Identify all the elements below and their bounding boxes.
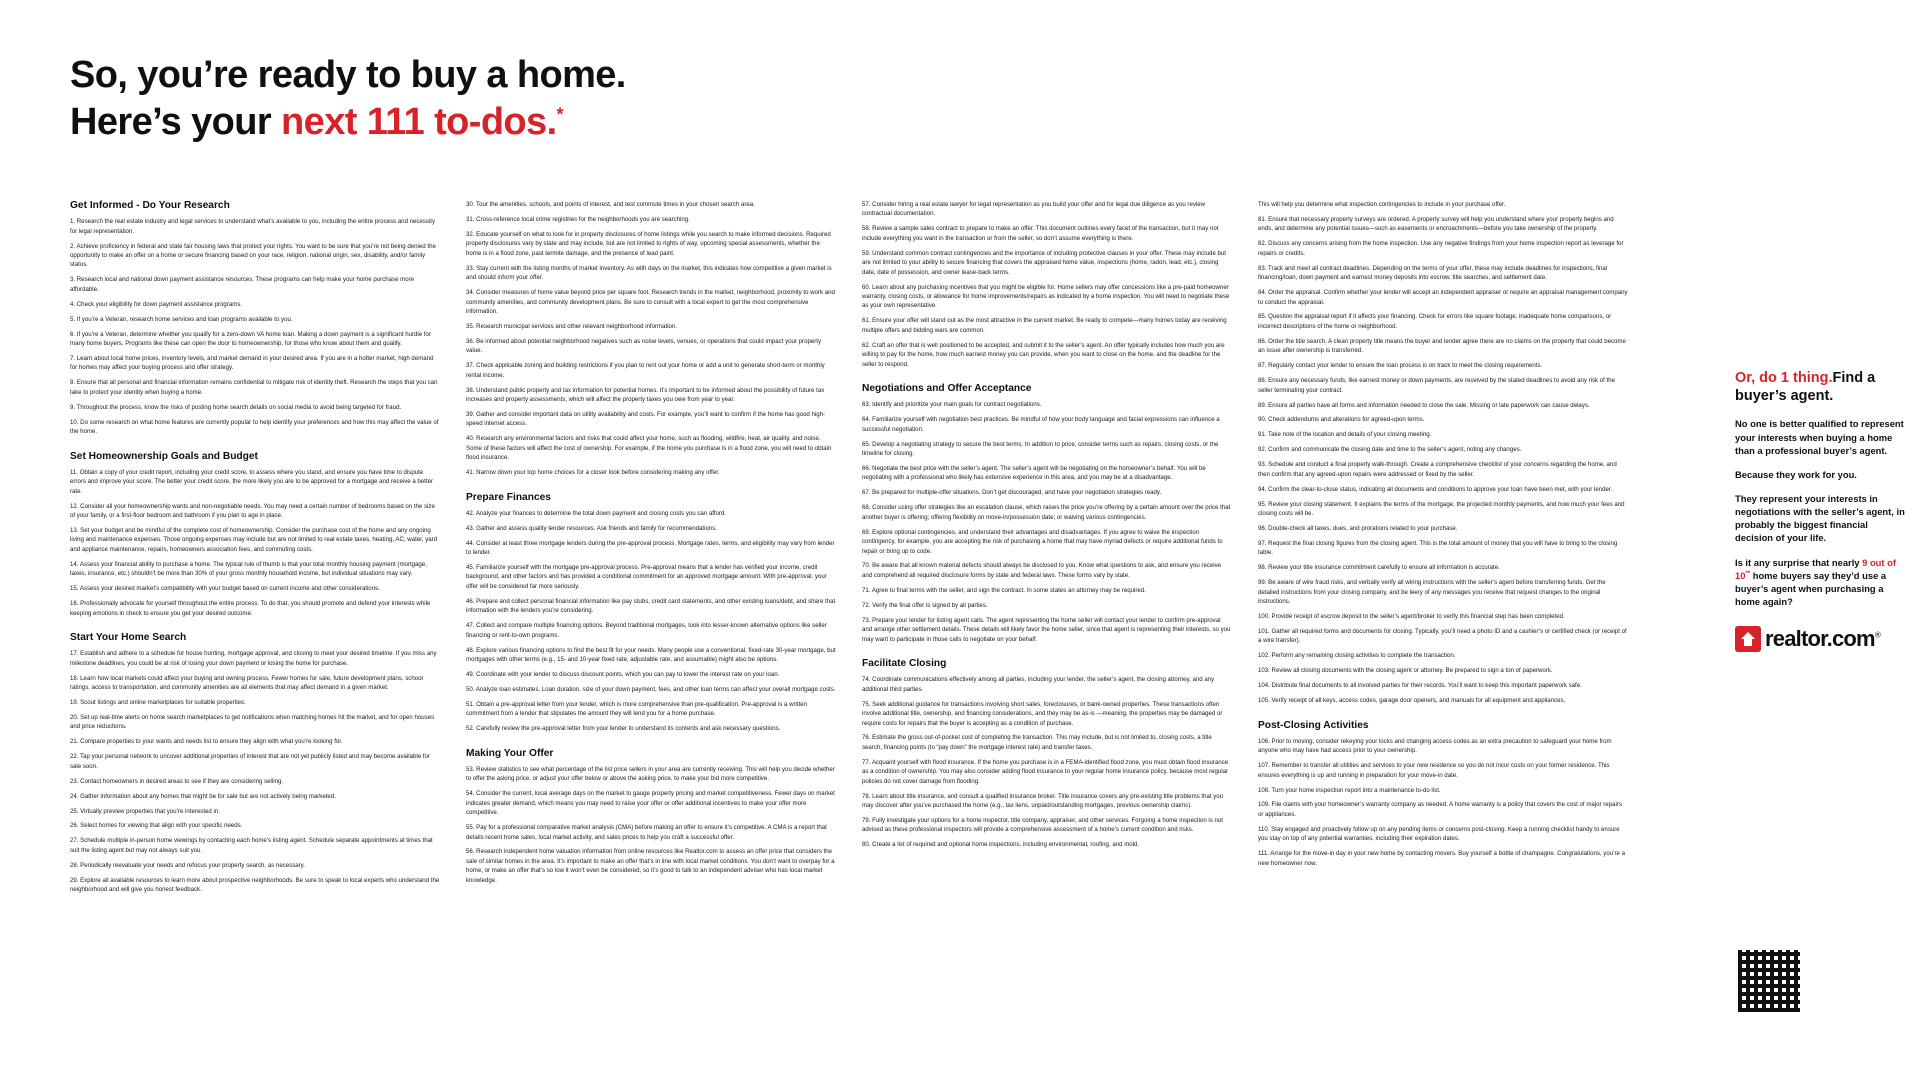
list-item: 7. Learn about local home prices, inventory levels, and market demand in your desired area. If you are in a hotter market, high demand for homes may affect your buying process and offer strategy. (70, 355, 434, 372)
list-item: 23. Contact homeowners in desired areas to see if they are considering selling. (70, 777, 284, 785)
list-item: 57. Consider hiring a real estate lawyer for legal representation as you build your offer and for legal due diligence as you review contractual documentation. (862, 201, 1206, 218)
list-item: 51. Obtain a pre-approval letter from your lender, which is more comprehensive than pre-qualification. Pre-approval is a written commitment from a lender that stipulates the amount they will lend you for a home purchase. (466, 700, 808, 718)
list-item: 100. Provide receipt of escrow deposit to the seller’s agent/broker to verify this financial step has been completed. (1258, 613, 1565, 620)
list-item: 37. Check applicable zoning and building restrictions if you plan to rent out your home or add a unit to generate short-term or monthly rental income. (466, 362, 825, 379)
section-title-start-search: Start Your Home Search (70, 632, 187, 644)
list-item: 30. Tour the amenities, schools, and points of interest, and test commute times in your chosen search area. (466, 201, 755, 208)
logo-wordmark: realtor.com® (1765, 626, 1880, 652)
list-item: 77. Acquaint yourself with flood insurance. If the home you purchase is in a FEMA-identified flood zone, you must obtain flood insurance as a condition of ownership. You may also consider adding flood insurance to your regular home insurance policy, because most regular policies do not cover damage from flooding. (862, 758, 1229, 785)
list-item: 75. Seek additional guidance for transactions involving short sales, foreclosures, or bank-owned properties. These transactions often involve additional title, ownership, and financing considerations, and they may be as-is —meaning, the properties may be damaged or require costs for repairs that the buyer is accepting as a condition of purchase. (862, 700, 1223, 727)
list-item: 72. Verify the final offer is signed by all parties. (862, 601, 988, 609)
list-item: 5. If you’re a Veteran, research home services and loan programs available to you. (70, 315, 293, 323)
house-roof-icon (1735, 626, 1761, 652)
list-item: 88. Ensure any necessary funds, like earnest money or down payments, are received by the stated deadlines to avoid any risk of the seller terminating your contract. (1258, 377, 1616, 394)
list-item: 103. Review all closing documents with the closing agent or attorney. Be prepared to sign a ton of paperwork. (1258, 667, 1553, 675)
list-item: 24. Gather information about any homes that might be for sale but are not actively being marketed. (70, 792, 336, 800)
list-item: 6. If you’re a Veteran, determine whether you qualify for a zero-down VA home loan. Making a down payment is a significant hurdle for many home buyers. Programs like these can open the door to homeownership, for those who know about them and qualify. (70, 330, 431, 348)
list-item: 66. Negotiate the best price with the seller’s agent. The seller’s agent will be negotiating on the homeowner’s behalf. You will be negotiating with a professional who likely has extensive experience in this area, and you may be at a disadvantage. (862, 464, 1206, 482)
sidebar-title-accent: Or, do 1 thing. (1735, 370, 1833, 386)
list-item: 55. Pay for a professional comparative market analysis (CMA) before making an offer to ensure it’s competitive. A CMA is a report that details recent home sales, local market activity, and sales prices to help you craft a successful offer. (466, 824, 827, 841)
list-item: 60. Learn about any purchasing incentives that you might be eligible for. Home sellers may offer concessions like a pre-paid homeowner warranty, closing costs, or allowance for home improvements/repairs as indicated by a home inspection. You will need to negotiate these as your own representative. (862, 283, 1230, 310)
list-item: 73. Prepare your lender for listing agent calls. The agent representing the home seller will contact your lender to confirm pre-approval and arrange other settlement details. These details will likely favor the home seller, since that agent is representing their interests, so you may want to participate in those calls to negotiate on your behalf. (862, 616, 1231, 643)
list-item: 39. Gather and consider important data on utility availability and costs. For example, you’ll want to confirm if the home has good high-speed internet access. (466, 410, 826, 428)
list-item: 96. Double-check all taxes, dues, and prorations related to your purchase. (1258, 524, 1458, 532)
column-2 (466, 200, 836, 900)
list-item: 13. Set your budget and be mindful of the complete cost of homeownership. Consider the purchase cost of the home and any ongoing living and maintenance expenses. Those ongoing expenses may include but are not limited to real estate taxes, heating, AC, water, yard and appliance maintenance, repairs, homeowners association fees, and commuting costs. (70, 527, 438, 553)
qr-code[interactable] (1738, 950, 1800, 1012)
section-title-negotiations: Negotiations and Offer Acceptance (862, 383, 1032, 395)
page-title (70, 52, 626, 146)
list-item: 19. Scout listings and online marketplaces for suitable properties. (70, 699, 246, 707)
list-item: 90. Check addendums and alterations for agreed-upon terms. (1258, 416, 1425, 424)
list-item: 109. File claims with your homeowner’s warranty company as needed. A home warranty is a policy that covers the cost of major repairs or appliances. (1258, 801, 1622, 818)
list-item: 95. Review your closing statement. It explains the terms of the mortgage, the projected monthly payments, and how much your fees and closing costs will be. (1258, 500, 1625, 517)
sidebar-callout (1735, 370, 1905, 652)
list-item: 16. Professionally advocate for yourself throughout the entire process. To do that, you should promote and defend your interests while keeping emotions in check to ensure you get your desired outcome. (70, 600, 431, 617)
list-item: 31. Cross-reference local crime registries for the neighborhoods you are searching. (466, 215, 690, 223)
list-item: 102. Perform any remaining closing activities to complete the transaction. (1258, 652, 1456, 660)
list-item: 53. Review statistics to see what percentage of the list price sellers in your area are currently receiving. This will help you decide whether to offer the asking price, or adjust your offer below or above the asking price, to make your bid more competitive. (466, 765, 835, 783)
list-item: 26. Select homes for viewing that align with your specific needs. (70, 822, 243, 830)
list-item: 76. Estimate the gross out-of-pocket cost of completing the transaction. This may include, but is not limited to, closing costs, a title search, financing points (to “pay down” the mortgage interest rate) and transfer taxes. (862, 734, 1212, 751)
stat-footnote-marker: ** (1745, 570, 1751, 577)
list-item: 99. Be aware of wire fraud risks, and verbally verify all wiring instructions with the seller’s agent before transferring funds. Get the detailed instructions from your closing company, and be leery of any messages you receive that request changes to the original instructions. (1258, 579, 1606, 606)
list-item: 71. Agree to final terms with the seller, and sign the contract. In some states an attorney may be required. (862, 586, 1146, 594)
list-item: 89. Ensure all parties have all forms and information needed to close the sale. Missing or late paperwork can cause delays. (1258, 401, 1590, 409)
list-item: 59. Understand common contract contingencies and the importance of including protective clauses in your offer. These may include but are not limited to your ability to secure financing that covers the appraised home value, inspections (home, radon, lead, etc.), closing date, date of possession, and owner lease-back terms. (862, 249, 1226, 276)
list-item: 94. Confirm the clear-to-close status, indicating all documents and conditions to approve your loan have been met, with your lender. (1258, 485, 1613, 493)
list-item: 50. Analyze loan estimates. Loan duration, size of your down payment, fees, and other loan terms can affect your overall mortgage costs. (466, 685, 836, 693)
list-item: 29. Explore all available resources to learn more about prospective neighborhoods. Be sure to speak to local experts who understand the neighborhood and will give you honest feedback. (70, 876, 440, 894)
sidebar-title (1735, 370, 1905, 405)
list-item: 21. Compare properties to your wants and needs list to ensure they align with what you’re looking for. (70, 738, 343, 746)
trademark-symbol: ® (1874, 630, 1880, 640)
headline-prefix: Here’s your (70, 101, 282, 144)
list-item: 2. Achieve proficiency in federal and state fair housing laws that protect your rights. You want to be sure that you’re not being denied the opportunity to make an offer on a home or secure financing based on your race, religion, national origin, sex, disability, and/or family status. (70, 242, 436, 269)
list-item: 32. Educate yourself on what to look for in property disclosures of home listings while you search to make informed decisions. Required property disclosures vary by state and may include, but are not limited to rights of way, upcoming special assessments, whether the home is in a flood zone, past termite damage, and the presence of lead paint. (466, 230, 831, 257)
list-item: 22. Tap your personal network to uncover additional properties of interest that are not yet publicly listed and may become available for sale soon. (70, 753, 430, 770)
stat-suffix: home buyers say they’d use a buyer’s agent when purchasing a home again? (1735, 569, 1887, 608)
list-item: 44. Consider at least three mortgage lenders during the pre-approval process. Mortgage rates, terms, and eligibility may vary from lender to lender. (466, 539, 835, 557)
list-item: 52. Carefully review the pre-approval letter from your lender to understand its contents and ask necessary questions. (466, 725, 781, 733)
column-4 (1258, 200, 1628, 900)
list-item: 42. Analyze your finances to determine the total down payment and closing costs you can afford. (466, 509, 727, 517)
sidebar-paragraph: They represent your interests in negotiations with the seller’s agent, in probably the biggest financial decision of your life. (1735, 493, 1905, 544)
section-title-prepare-finances: Prepare Finances (466, 491, 551, 503)
list-item: 12. Consider all your homeownership wants and non-negotiable needs. You may need a certain number of bedrooms based on the size of your family, or a first-floor bedroom and bathroom if you plan to age in place. (70, 502, 435, 520)
headline-accent: next 111 to-dos. (281, 101, 557, 144)
list-item: 11. Obtain a copy of your credit report, including your credit score, to assess where you stand, and ensure you have time to dispute errors and improve your score. The better your credit score, the more likely you are to be approved for a mortgage and receive a better rate. (70, 468, 433, 495)
list-item: 8. Ensure that all personal and financial information remains confidential to mitigate risk of identity theft. Research the steps that you can take to protect your identity when buying a home. (70, 379, 438, 396)
section-title-facilitate-closing: Facilitate Closing (862, 658, 947, 670)
list-item: 9. Throughout the process, know the risks of posting home search details on social media to avoid being targeted for fraud. (70, 403, 402, 411)
list-item: 62. Craft an offer that is well positioned to be accepted, and submit it to the seller’s agent. An offer typically includes how much you are willing to pay for the home, how much earnest money you can provide, when you want to close on the home, and the deadline for the seller to respond. (862, 341, 1225, 368)
list-item: 105. Verify receipt of all keys, access codes, garage door openers, and manuals for all equipment and appliances. (1258, 697, 1566, 705)
list-item: 20. Set up real-time alerts on home search marketplaces to get notifications when matching homes hit the market, and for open houses and price reductions. (70, 713, 435, 731)
list-item: 36. Be informed about potential neighborhood negatives such as noise levels, venues, or operations that could impact your property value. (466, 337, 822, 355)
section-title-set-goals: Set Homeownership Goals and Budget (70, 450, 258, 462)
list-item: 70. Be aware that all known material defects should always be disclosed to you. Know what questions to ask, and ensure you receive and comprehend all required disclosure forms by state and federal laws. These forms vary by state. (862, 562, 1222, 579)
sidebar-title-rest: Find a buyer’s agent. (1735, 370, 1876, 404)
list-item: 78. Learn about title insurance, and consult a qualified insurance broker. Title insurance covers any pre-existing title problems that you may discover after you’ve purchased the home (e.g., tax liens, unpaid/outstanding mortgages, previous ownership claims). (862, 792, 1224, 810)
list-item: 110. Stay engaged and proactively follow up on any pending items or concerns post-closing. Keep a running checklist handy to ensure you stay on top of any potential warranties, including their expiration dates. (1258, 825, 1620, 843)
headline-asterisk: * (556, 104, 563, 125)
list-item: 3. Research local and national down payment assistance resources. These programs can help make your home purchase more affordable. (70, 276, 415, 293)
list-item: 27. Schedule multiple in-person home viewings by contacting each home’s listing agent. Schedule separate appointments at times that suit the listing agent but may not always suit you. (70, 837, 433, 854)
list-item: 63. Identify and prioritize your main goals for contract negotiations. (862, 401, 1042, 409)
sidebar-paragraph: No one is better qualified to represent your interests when buying a home than a professional buyer’s agent. (1735, 418, 1904, 456)
list-item: 40. Research any environmental factors and risks that could affect your home, such as flooding, wildfire, heat, air quality, and noise. Some of these factors will affect the cost of ownership. For example, if the home you purchase is in a flood zone, you will need to obtain flood insurance. (466, 435, 832, 462)
section-title-making-offer: Making Your Offer (466, 747, 554, 759)
list-item: 83. Track and meet all contract deadlines. Depending on the terms of your offer, these may include deadlines for inspections, final financing/loan, down payment and earnest money deposits into escrow, title searches, and settlement date. (1258, 264, 1608, 282)
list-item: 35. Research municipal services and other relevant neighborhood information. (466, 322, 678, 330)
column-3 (862, 200, 1232, 900)
list-item: 93. Schedule and conduct a final property walk-through. Create a comprehensive checklist of your concerns regarding the home, and then confirm that any agreed-upon repairs were addressed or fixed by the seller. (1258, 461, 1617, 478)
list-item: 28. Periodically reevaluate your needs and refocus your property search, as necessary. (70, 861, 305, 869)
list-item: 58. Review a sample sales contract to prepare to make an offer. This document outlines every facet of the transaction, but it may not include everything you want in the transaction or from the seller, so don’t assume everything is there. (862, 225, 1219, 242)
list-item: 4. Check your eligibility for down payment assistance programs. (70, 300, 243, 308)
list-item: 38. Understand public property and tax information for potential homes. It’s important to be informed about the possibility of future tax increases and property assessments, which will affect the property taxes you owe from year to year. (466, 386, 825, 403)
list-item: 80. Create a list of required and optional home inspections, including environmental, roofing, and mold. (862, 841, 1140, 849)
list-item: 97. Request the final closing figures from the closing agent. This is the total amount of money that you will have to bring to the closing table. (1258, 539, 1618, 557)
list-item: 111. Arrange for the move-in day in your new home by contacting movers. Buy yourself a bottle of champagne. Congratulations, you’re a new homeowner now. (1258, 850, 1625, 867)
column-1 (70, 200, 440, 900)
headline-line-2 (70, 99, 626, 146)
list-item: 47. Collect and compare multiple financing options. Beyond traditional mortgages, look into lesser-known alternative options like seller financing or rent-to-own programs. (466, 622, 827, 639)
list-item: 84. Order the appraisal. Confirm whether your lender will accept an independent appraiser or require an appraisal management company to conduct the appraisal. (1258, 289, 1628, 306)
list-item: 65. Develop a negotiating strategy to secure the best terms. In addition to price, consider terms such as repairs, closing costs, or the timeline for closing. (862, 440, 1219, 458)
list-item: 46. Prepare and collect personal financial information like pay stubs, credit card statements, and other existing loans/debt, and share that information with the lenders you’re considering. (466, 597, 836, 615)
list-item: 67. Be prepared for multiple-offer situations. Don’t get discouraged, and have your negotiation strategies ready. (862, 489, 1162, 497)
list-item: 68. Consider using offer strategies like an escalation clause, which raises the price you’re offering by a certain amount over the price that another buyer is offering; offering flexibility on move-in/possession date; or waiving various contingencies. (862, 504, 1231, 521)
list-item: 1. Research the real estate industry and legal services to understand what’s available to you, including the entire process and necessity for legal representation. (70, 218, 436, 235)
list-item: 86. Order the title search. A clean property title means the buyer and lender agree there are no claims on the property that could become an issue after ownership is transferred. (1258, 337, 1626, 355)
list-item: 41. Narrow down your top home choices for a closer look before considering making any offer. (466, 469, 720, 477)
section-title-post-closing: Post-Closing Activities (1258, 719, 1369, 731)
list-item: 25. Virtually preview properties that you’re interested in. (70, 807, 220, 815)
stat-value: 9 out of 10 (1735, 556, 1896, 581)
list-item: 17. Establish and adhere to a schedule for house hunting, mortgage approval, and closing to meet your desired timeline. If you miss any milestone deadlines, you could be at risk of losing your down payment or losing the home for purchase. (70, 650, 437, 667)
list-item: 48. Explore various financing options to find the best fit for your needs. Many people use a conventional, fixed-rate 30-year mortgage, but mortgages with other terms (e.g., 15- and 10-year fixed rate, adjustable rate, and assumable) might also be options. (466, 646, 836, 664)
list-item: 15. Assess your desired market’s compatibility with your budget based on current income and other considerations. (70, 585, 380, 593)
section-title-get-informed: Get Informed - Do Your Research (70, 200, 230, 211)
list-item: 74. Coordinate communications effectively among all parties, including your lender, the seller’s agent, the closing attorney, and any additional third parties. (862, 676, 1215, 693)
list-item: 82. Discuss any concerns arising from the home inspection. Use any negative findings from your home inspection report as leverage for repairs or credits. (1258, 240, 1624, 257)
list-item: 18. Learn how local markets could affect your buying and owning process. Fewer homes for sale, future development plans, school ratings, access to transportation, and community amenities are all elements that may affect demand in a given market. (70, 674, 423, 692)
list-item: This will help you determine what inspection contingencies to include in your purchase offer. (1258, 201, 1506, 208)
list-item: 14. Assess your financial ability to purchase a home. The typical rule of thumb is that your total monthly housing payment (mortgage, taxes, insurance, etc.) shouldn’t be more than 30% of your gross monthly household income, but individual situations may vary. (70, 560, 427, 578)
list-item: 108. Turn your home inspection report into a maintenance to-do list. (1258, 786, 1441, 794)
sidebar-paragraph-stat (1735, 556, 1905, 609)
list-item: 101. Gather all required forms and documents for closing. Typically, you’ll need a photo ID and a cashier’s or certified check (or receipt of a wire transfer). (1258, 627, 1627, 645)
list-item: 85. Question the appraisal report if it affects your financing. Check for errors like square footage, inadequate home comparisons, or incorrect descriptions of the home or neighborhood. (1258, 313, 1612, 330)
list-item: 45. Familiarize yourself with the mortgage pre-approval process. Pre-approval means that a lender has verified your income, credit background, and other factors and has provided a conditional commitment for an approved mortgage amount. With pre-approval, your offer will be considered far more seriously. (466, 564, 827, 590)
list-item: 69. Explore optional contingencies, and understand their advantages and disadvantages. If you agree to waive the inspection contingency, for example, you are accepting the risk of purchasing a home that may have myriad defects or require additional funds to repair or bring up to code. (862, 528, 1223, 555)
list-item: 56. Research independent home valuation information from online resources like Realtor.com to assess an offer price that considers the sale of similar homes in the area. It’s important to make an offer that’s in line with local market conditions. You don’t want to overpay for a home, or make an offer that’s so low it won’t even be considered, so it’s good to talk to an independent adviser who has local market knowledge. (466, 848, 835, 884)
list-item: 98. Review your title insurance commitment carefully to ensure all information is accurate. (1258, 564, 1500, 572)
list-item: 33. Stay current with the listing months of market inventory. As with days on the market, this indicates how competitive a given market is and should inform your offer. (466, 264, 832, 282)
list-item: 87. Regularly contact your lender to ensure the loan process is on track to meet the closing requirements. (1258, 362, 1543, 370)
list-item: 54. Consider the current, local average days on the market to gauge property pricing and market competitiveness. Fewer days on market indicates greater demand, which means you may need to raise your offer or offer additional incentives to make your offer more competitive. (466, 790, 835, 817)
list-item: 43. Gather and assess quality lender resources. Ask friends and family for recommendations. (466, 524, 717, 532)
stat-prefix: Is it any surprise that nearly (1735, 556, 1863, 568)
realtor-logo[interactable] (1735, 626, 1905, 652)
list-item: 92. Confirm and communicate the closing date and time to the seller’s agent, noting any changes. (1258, 446, 1522, 454)
list-item: 91. Take note of the location and details of your closing meeting. (1258, 431, 1432, 439)
sidebar-paragraph: Because they work for you. (1735, 468, 1857, 480)
list-item: 79. Fully investigate your options for a home inspector, title company, appraiser, and other services. Forgoing a home inspection is not advised as these professional inspectors will provide a comprehensive assessment of a home’s current condition and risks. (862, 817, 1223, 834)
content-columns (70, 200, 1700, 900)
headline-line-1: So, you’re ready to buy a home. (70, 54, 626, 96)
list-item: 107. Remember to transfer all utilities and services to your new residence so you do not incur costs on your former residence. This ensures everything is up and running in preparation for your move-in date. (1258, 762, 1610, 779)
list-item: 34. Consider measures of home value beyond price per square foot. Research trends in the market, neighborhood, proximity to work and community amenities, and community development plans. Be sure to consult with a local expert to get the most comprehensive information. (466, 289, 835, 315)
list-item: 61. Ensure your offer will stand out as the most attractive in the current market. Be ready to compete—many homes today are receiving multiple offers and bidding wars are common. (862, 317, 1227, 334)
list-item: 64. Familiarize yourself with negotiation best practices. Be mindful of how your body language and facial expressions can influence a successful negotiation. (862, 416, 1220, 433)
list-item: 49. Coordinate with your lender to discuss discount points, which you can pay to lower the interest rate on your loan. (466, 670, 780, 678)
list-item: 106. Prior to moving, consider rekeying your locks and changing access codes as an extra precaution to safeguard your home from anyone who may have had access prior to your ownership. (1258, 737, 1612, 755)
list-item: 10. Do some research on what home features are currently popular to help identify your preferences and how this may affect the value of the home. (70, 418, 439, 436)
list-item: 104. Distribute final documents to all involved parties for their records. You’ll want to keep this important paperwork safe. (1258, 682, 1582, 690)
list-item: 81. Ensure that necessary property surveys are ordered. A property survey will help you understand where your property begins and ends, and determine any potential issues—such as easements or encroachments—before you take ownership of the property. (1258, 215, 1614, 233)
